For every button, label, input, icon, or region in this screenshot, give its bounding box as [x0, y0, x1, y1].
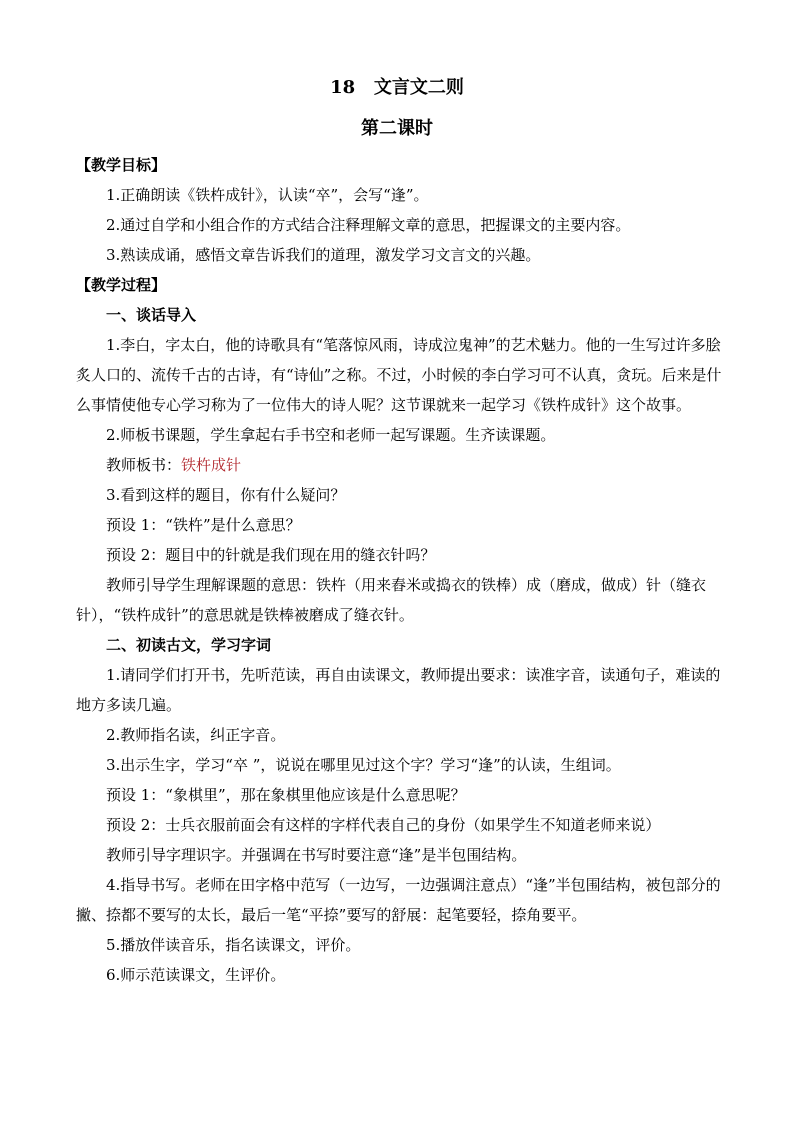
goal-item: 1.正确朗读《铁杵成针》，认读“卒”，会写“逢”。 — [106, 186, 429, 204]
board-line — [76, 450, 726, 480]
paragraph: 1.李白，字太白，他的诗歌具有“笔落惊风雨，诗成泣鬼神”的艺术魅力。他的一生写过许多脍炙人口的、流传千古的古诗，有“诗仙”之称。不过，小时候的李白学习可不认真，贪玩。后来是什么事情使他专心学习称为了一位伟大的诗人呢？这节课就来一起学习《铁杵成针》这个故事。 — [76, 336, 722, 414]
paragraph: 2.师板书课题，学生拿起右手书空和老师一起写课题。生齐读课题。 — [106, 426, 556, 444]
paragraph: 预设 2：士兵衣服前面会有这样的字样代表自己的身份（如果学生不知道老师来说） — [106, 816, 661, 834]
goal-item: 3.熟读成诵，感悟文章告诉我们的道理，激发学习文言文的兴趣。 — [106, 246, 541, 264]
board-text: 铁杵成针 — [181, 456, 242, 474]
paragraph: 2.教师指名读，纠正字音。 — [106, 726, 286, 744]
paragraph: 预设 1：“象棋里”，那在象棋里他应该是什么意思呢？ — [106, 786, 466, 804]
paragraph: 预设 1：“铁杵”是什么意思？ — [106, 516, 301, 534]
page-subtitle: 第二课时 — [361, 118, 433, 139]
goal-item: 2.通过自学和小组合作的方式结合注释理解文章的意思，把握课文的主要内容。 — [106, 216, 631, 234]
part-heading: 二、初读古文，学习字词 — [106, 636, 272, 654]
page-title: 18 文言文二则 — [330, 77, 464, 98]
paragraph: 1.请同学们打开书，先听范读，再自由读课文，教师提出要求：读准字音，读通句子，难读的地方多读几遍。 — [76, 666, 721, 714]
board-label: 教师板书： — [106, 456, 182, 474]
paragraph: 3.看到这样的题目，你有什么疑问？ — [106, 486, 346, 504]
section-heading-process: 【教学过程】 — [76, 276, 167, 294]
paragraph: 5.播放伴读音乐，指名读课文，评价。 — [106, 936, 361, 954]
paragraph: 6.师示范读课文，生评价。 — [106, 966, 286, 984]
document-body — [76, 150, 726, 990]
part-heading: 一、谈话导入 — [106, 306, 197, 324]
paragraph: 教师引导学生理解课题的意思：铁杵（用来舂米或捣衣的铁棒）成（磨成，做成）针（缝衣针），“铁杵成针”的意思就是铁棒被磨成了缝衣针。 — [76, 576, 707, 624]
paragraph: 教师引导字理识字。并强调在书写时要注意“逢”是半包围结构。 — [106, 846, 527, 864]
paragraph: 3.出示生字，学习“卒 ”，说说在哪里见过这个字？学习“逢”的认读，生组词。 — [106, 756, 621, 774]
paragraph: 预设 2：题目中的针就是我们现在用的缝衣针吗？ — [106, 546, 436, 564]
section-heading-goals: 【教学目标】 — [76, 156, 167, 174]
paragraph: 4.指导书写。老师在田字格中范写（一边写，一边强调注意点）“逢”半包围结构，被包部分的撇、捺都不要写的太长，最后一笔“平捺”要写的舒展：起笔要轻，捺角要平。 — [76, 876, 721, 924]
